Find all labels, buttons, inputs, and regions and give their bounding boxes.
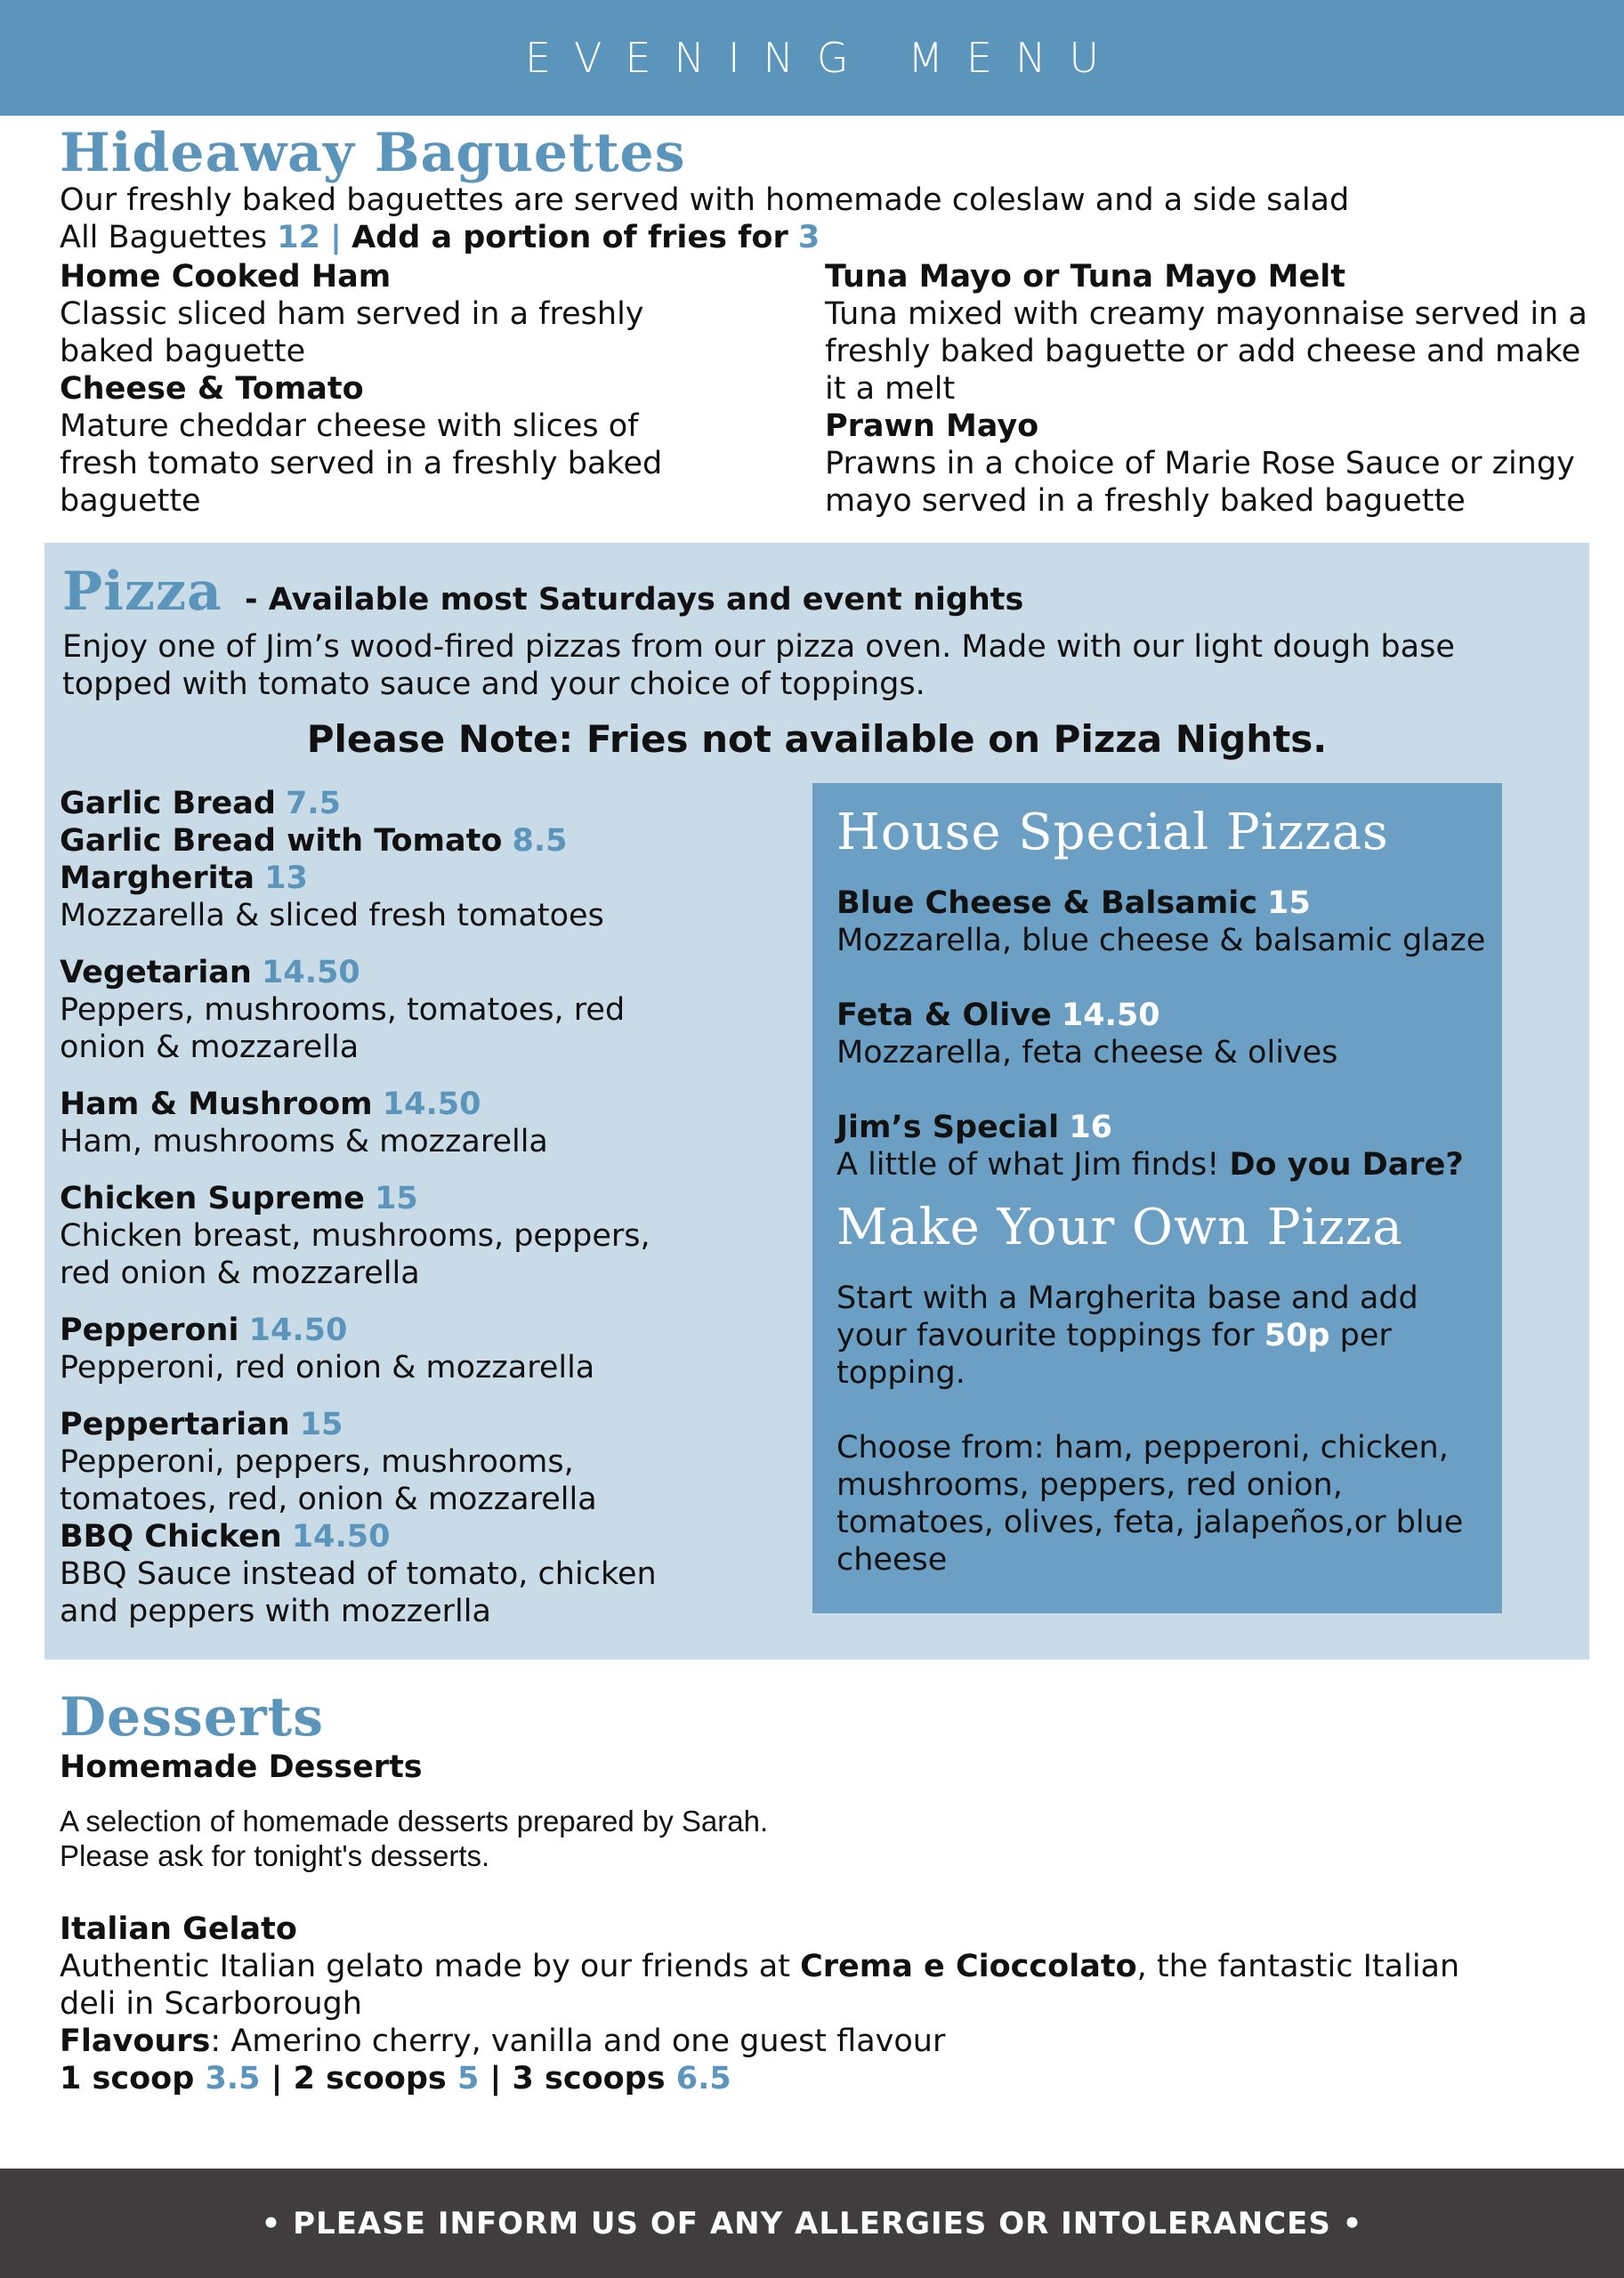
pizza-note: Please Note: Fries not available on Pizza Nights. (306, 717, 1328, 761)
pizza-price: 14.50 (291, 1519, 391, 1555)
pizza-header (62, 561, 1566, 703)
make-own-text (836, 1280, 1495, 1392)
pizza-price: 14.50 (262, 955, 360, 990)
pizza-price: 13 (264, 860, 308, 896)
pizza-desc: Chicken breast, mushrooms, peppers, red onion & mozzarella (60, 1218, 650, 1291)
scoop-price: 5 (456, 2061, 480, 2096)
house-special-title: House Special Pizzas (836, 804, 1389, 861)
allergy-footer (0, 2169, 1624, 2278)
pizza-name: Margherita (60, 860, 255, 896)
pizza-name: Peppertarian (60, 1407, 290, 1442)
baguette-name: Prawn Mayo (825, 408, 1039, 444)
pizza-price: 7.5 (286, 786, 342, 821)
house-name: Jim’s Special (836, 1110, 1060, 1145)
gelato-post: , the fantastic Italian deli in Scarborough (60, 1949, 1460, 2022)
baguette-desc: Prawns in a choice of Marie Rose Sauce or zingy mayo served in a freshly baked baguette (825, 446, 1575, 519)
house-name: Feta & Olive (836, 998, 1052, 1033)
house-desc: Mozzarella, feta cheese & olives (836, 1035, 1338, 1070)
pizza-section (44, 543, 1589, 1660)
house-item (836, 885, 1495, 922)
gelato-title: Italian Gelato (60, 1911, 297, 1947)
scoop-separator: | (271, 2061, 283, 2096)
homemade-line: A selection of homemade desserts prepared by Sarah. (60, 1805, 769, 1838)
house-price: 16 (1069, 1110, 1113, 1145)
baguettes-title: Hideaway Baguettes (60, 122, 686, 184)
make-own-pre: Start with a Margherita base and add your favourite toppings for (836, 1280, 1418, 1353)
pizza-item (60, 954, 718, 991)
pizza-price: 15 (299, 1407, 343, 1442)
pizza-desc: Mozzarella & sliced fresh tomatoes (60, 898, 604, 933)
house-special-content (836, 801, 1495, 1579)
pizza-name: Ham & Mushroom (60, 1086, 373, 1122)
homemade-title: Homemade Desserts (60, 1749, 423, 1785)
pizza-desc: Ham, mushrooms & mozzarella (60, 1124, 548, 1159)
pizza-title: Pizza (62, 561, 222, 623)
make-own-price: 50p (1264, 1318, 1330, 1353)
pizza-name: Garlic Bread (60, 786, 276, 821)
header-bar (0, 0, 1624, 116)
pizza-item (60, 822, 718, 860)
pizza-item (60, 785, 718, 822)
house-price: 15 (1267, 885, 1311, 921)
desserts-title: Desserts (60, 1686, 325, 1749)
pizza-desc: BBQ Sauce instead of tomato, chicken and peppers with mozzerlla (60, 1556, 657, 1629)
pizza-price: 8.5 (512, 823, 568, 859)
house-desc-text: A little of what Jim finds! (836, 1147, 1220, 1183)
baguettes-col-right (825, 258, 1590, 520)
pizza-price: 15 (375, 1181, 418, 1216)
pizza-list (60, 785, 718, 1630)
pizza-subtitle: - Available most Saturdays and event nights (245, 582, 1024, 618)
pizza-item (60, 1518, 718, 1555)
baguette-desc: Classic sliced ham served in a freshly baked baguette (60, 296, 644, 369)
baguette-name: Tuna Mayo or Tuna Mayo Melt (825, 259, 1345, 295)
baguette-desc: Mature cheddar cheese with slices of fresh tomato served in a freshly baked baguette (60, 408, 663, 519)
pizza-item (60, 860, 718, 897)
pizza-item (60, 1406, 718, 1443)
gelato-pre: Authentic Italian gelato made by our friends at (60, 1949, 790, 1984)
make-own-title: Make Your Own Pizza (836, 1199, 1403, 1256)
fries-label: Add a portion of fries for (351, 220, 788, 255)
scoop-label: 2 scoops (293, 2061, 447, 2096)
house-item (836, 1109, 1495, 1146)
house-price: 14.50 (1061, 998, 1160, 1033)
baguette-name: Cheese & Tomato (60, 371, 364, 407)
gelato-desc (60, 1948, 1483, 2023)
separator: | (330, 220, 342, 255)
house-name: Blue Cheese & Balsamic (836, 885, 1258, 921)
fries-price: 3 (797, 220, 820, 255)
baguette-name: Home Cooked Ham (60, 259, 392, 295)
scoop-price: 3.5 (205, 2061, 261, 2096)
house-desc (836, 1146, 1495, 1183)
baguettes-price-line (60, 219, 1590, 256)
pizza-name: Pepperoni (60, 1313, 239, 1348)
page-title: EVENING MENU (524, 34, 1123, 82)
desserts-section (60, 1686, 1590, 2097)
flavours-line (60, 2023, 1590, 2060)
scoops-line (60, 2060, 1590, 2097)
pizza-name: Chicken Supreme (60, 1181, 365, 1216)
pizza-desc: Pepperoni, red onion & mozzarella (60, 1350, 595, 1385)
flavours-text: : Amerino cherry, vanilla and one guest flavour (210, 2024, 946, 2059)
house-item (836, 997, 1495, 1034)
pizza-price: 14.50 (248, 1313, 348, 1348)
scoop-separator: | (489, 2061, 502, 2096)
baguettes-section (60, 122, 1590, 520)
gelato-brand: Crema e Cioccolato (800, 1949, 1137, 1984)
baguettes-price-label: All Baguettes (60, 220, 268, 255)
baguette-desc: Tuna mixed with creamy mayonnaise served in a freshly baked baguette or add cheese and make it a melt (825, 296, 1588, 407)
pizza-item (60, 1086, 718, 1123)
pizza-price: 14.50 (382, 1086, 481, 1122)
baguettes-intro: Our freshly baked baguettes are served with homemade coleslaw and a side salad (60, 182, 1350, 218)
pizza-item (60, 1312, 718, 1349)
pizza-intro: Enjoy one of Jim’s wood-fired pizzas from our pizza oven. Made with our light dough base topped with tomato sauce and your choice of toppings. (62, 629, 1455, 702)
pizza-item (60, 1180, 718, 1217)
make-own-choose: Choose from: ham, pepperoni, chicken, mushrooms, peppers, red onion, tomatoes, olives, feta, jalapeños,or blue cheese (836, 1430, 1464, 1578)
pizza-name: BBQ Chicken (60, 1519, 282, 1555)
homemade-line: Please ask for tonight's desserts. (60, 1839, 490, 1872)
house-special-panel (812, 783, 1502, 1613)
scoop-label: 1 scoop (60, 2061, 195, 2096)
pizza-name: Garlic Bread with Tomato (60, 823, 503, 859)
baguettes-columns (60, 258, 1590, 520)
allergy-notice: • PLEASE INFORM US OF ANY ALLERGIES OR INTOLERANCES • (261, 2205, 1363, 2242)
house-desc-bold: Do you Dare? (1229, 1147, 1464, 1183)
baguettes-col-left (60, 258, 825, 520)
scoop-price: 6.5 (675, 2061, 731, 2096)
pizza-desc: Pepperoni, peppers, mushrooms, tomatoes, red, onion & mozzarella (60, 1444, 597, 1517)
baguettes-price: 12 (277, 220, 320, 255)
pizza-name: Vegetarian (60, 955, 252, 990)
house-desc: Mozzarella, blue cheese & balsamic glaze (836, 923, 1486, 958)
scoop-label: 3 scoops (512, 2061, 666, 2096)
flavours-label: Flavours (60, 2024, 211, 2059)
pizza-desc: Peppers, mushrooms, tomatoes, red onion & mozzarella (60, 992, 626, 1065)
make-own-post: per topping. (836, 1318, 1392, 1391)
